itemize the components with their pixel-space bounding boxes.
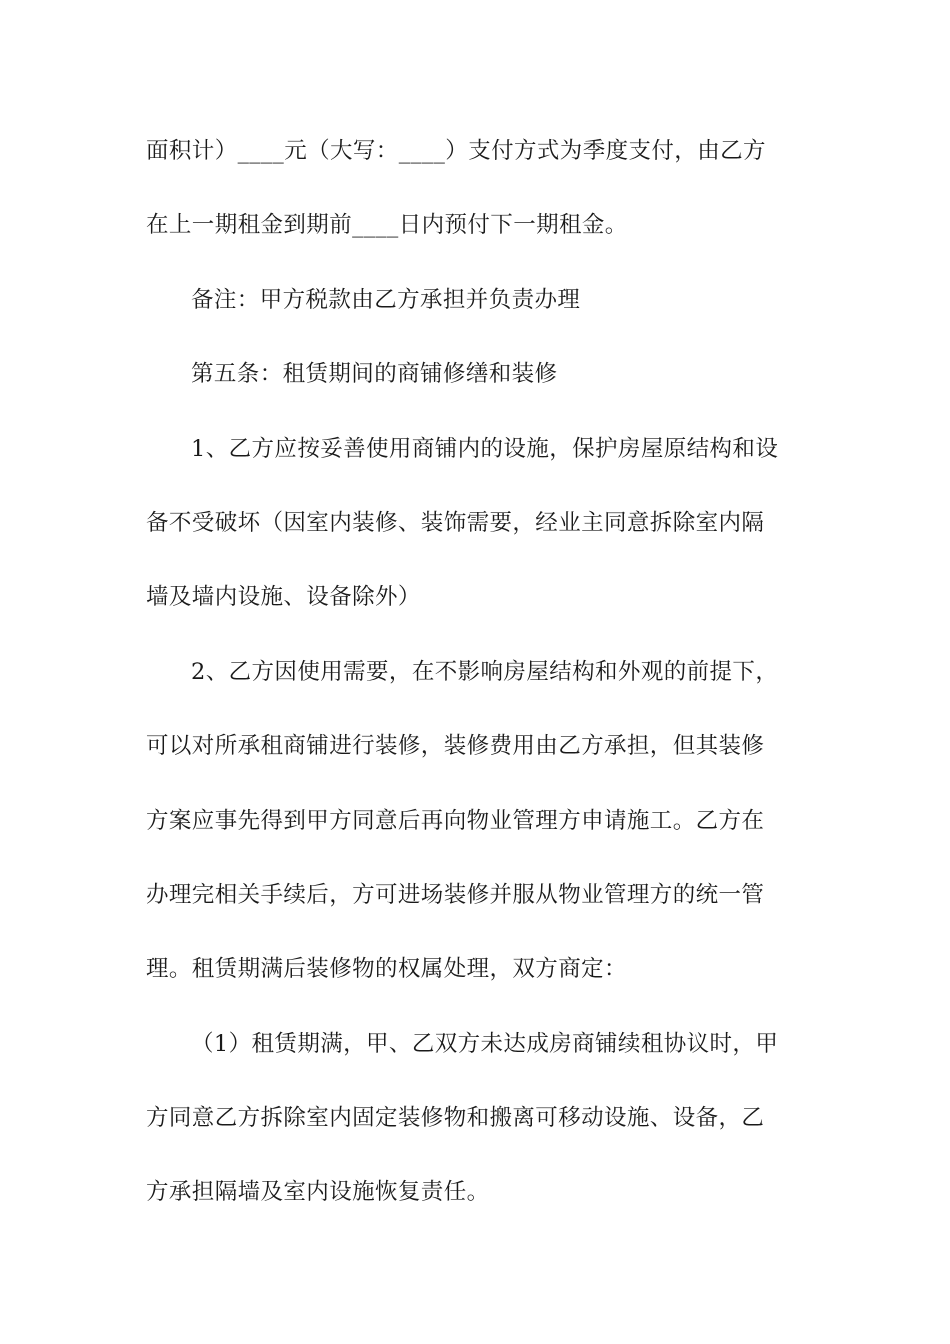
text-line-6: 备不受破坏（因室内装修、装饰需要，经业主同意拆除室内隔 (146, 509, 765, 536)
text-line-2: 在上一期租金到期前____日内预付下一期租金。 (146, 212, 628, 239)
section-heading-article-5: 第五条：租赁期间的商铺修缮和装修 (191, 361, 558, 388)
text-line-11: 办理完相关手续后，方可进场装修并服从物业管理方的统一管 (146, 881, 765, 908)
text-line-15: 方承担隔墙及室内设施恢复责任。 (146, 1179, 490, 1206)
text-line-3: 备注：甲方税款由乙方承担并负责办理 (191, 286, 581, 313)
text-line-7: 墙及墙内设施、设备除外） (146, 584, 421, 611)
text-line-13: （1）租赁期满，甲、乙双方未达成房商铺续租协议时，甲 (191, 1030, 779, 1057)
text-line-14: 方同意乙方拆除室内固定装修物和搬离可移动设施、设备，乙 (146, 1105, 765, 1132)
document-body (146, 114, 806, 1230)
text-line-9: 可以对所承租商铺进行装修，装修费用由乙方承担，但其装修 (146, 733, 765, 760)
text-line-5: 1、乙方应按妥善使用商铺内的设施，保护房屋原结构和设 (191, 435, 779, 462)
text-line-8: 2、乙方因使用需要，在不影响房屋结构和外观的前提下， (191, 658, 779, 685)
text-line-10: 方案应事先得到甲方同意后再向物业管理方申请施工。乙方在 (146, 807, 765, 834)
text-line-1: 面积计）____元（大写：____）支付方式为季度支付，由乙方 (146, 138, 766, 164)
text-line-12: 理。租赁期满后装修物的权属处理，双方商定： (146, 956, 627, 983)
